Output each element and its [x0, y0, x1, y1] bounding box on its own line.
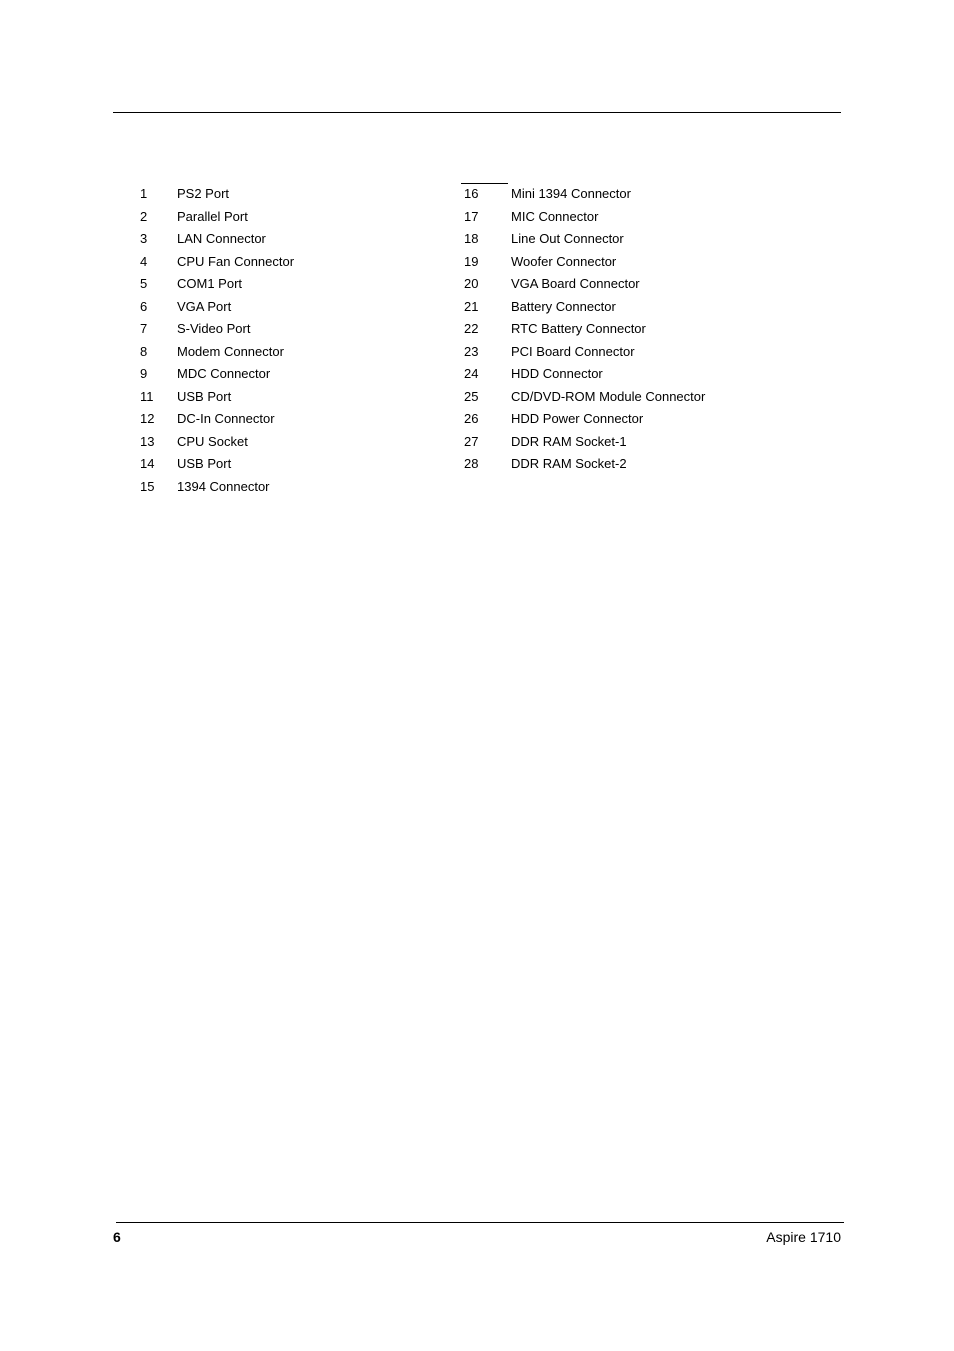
document-title: Aspire 1710: [766, 1229, 841, 1245]
legend-number: 17: [464, 208, 479, 224]
legend-label: DC-In Connector: [177, 411, 275, 426]
legend-label: VGA Board Connector: [511, 276, 640, 291]
legend-label: Battery Connector: [511, 298, 616, 314]
legend-number: 9: [140, 366, 148, 381]
legend-number: 6: [140, 298, 148, 314]
legend-label: HDD Connector: [511, 366, 603, 381]
legend-label: MIC Connector: [511, 208, 599, 224]
legend-number: 28: [464, 456, 479, 471]
legend-number: 11: [140, 388, 154, 404]
legend-label: RTC Battery Connector: [511, 321, 646, 336]
legend-number: 13: [140, 433, 155, 449]
legend-label: LAN Connector: [177, 231, 266, 246]
legend-label: Mini 1394 Connector: [511, 186, 631, 201]
legend-label: HDD Power Connector: [511, 411, 644, 426]
legend-label: S-Video Port: [177, 321, 251, 336]
legend-label: PS2 Port: [177, 186, 230, 201]
legend-label: PCI Board Connector: [511, 343, 635, 359]
legend-label: COM1 Port: [177, 276, 243, 291]
legend-number: 5: [140, 276, 148, 291]
legend-number: 18: [464, 231, 479, 246]
header-rule: [113, 112, 841, 113]
legend-label: USB Port: [177, 456, 232, 471]
legend-number: 4: [140, 253, 148, 269]
legend-number: 27: [464, 433, 479, 449]
legend-number: 12: [140, 411, 155, 426]
legend-label: CPU Fan Connector: [177, 253, 295, 269]
legend-label: MDC Connector: [177, 366, 271, 381]
legend-label: Modem Connector: [177, 343, 284, 359]
legend-label: 1394 Connector: [177, 478, 270, 494]
legend-number: 7: [140, 321, 148, 336]
legend-label: CPU Socket: [177, 433, 248, 449]
legend-label: DDR RAM Socket-2: [511, 456, 627, 471]
legend-number: 25: [464, 388, 479, 404]
legend-number: 8: [140, 343, 148, 359]
legend-number: 15: [140, 478, 155, 494]
legend-label: Line Out Connector: [511, 231, 624, 246]
legend-number: 23: [464, 343, 479, 359]
legend-number: 26: [464, 411, 479, 426]
page-number: 6: [113, 1229, 121, 1245]
legend-number: 16: [464, 186, 479, 201]
legend-label: DDR RAM Socket-1: [511, 433, 627, 449]
legend-label: CD/DVD-ROM Module Connector: [511, 388, 706, 404]
footer-rule: [116, 1222, 844, 1223]
legend-number: 21: [464, 298, 479, 314]
legend-label: Woofer Connector: [511, 253, 617, 269]
legend-label: Parallel Port: [177, 208, 248, 224]
legend-label: VGA Port: [177, 298, 232, 314]
legend-number: 2: [140, 208, 148, 224]
legend-number: 3: [140, 231, 148, 246]
legend-number: 1: [140, 186, 148, 201]
legend-number: 19: [464, 253, 479, 269]
legend-number: 14: [140, 456, 155, 471]
legend-number: 24: [464, 366, 479, 381]
legend-number: 20: [464, 276, 479, 291]
legend-number: 22: [464, 321, 479, 336]
legend-label: USB Port: [177, 388, 232, 404]
